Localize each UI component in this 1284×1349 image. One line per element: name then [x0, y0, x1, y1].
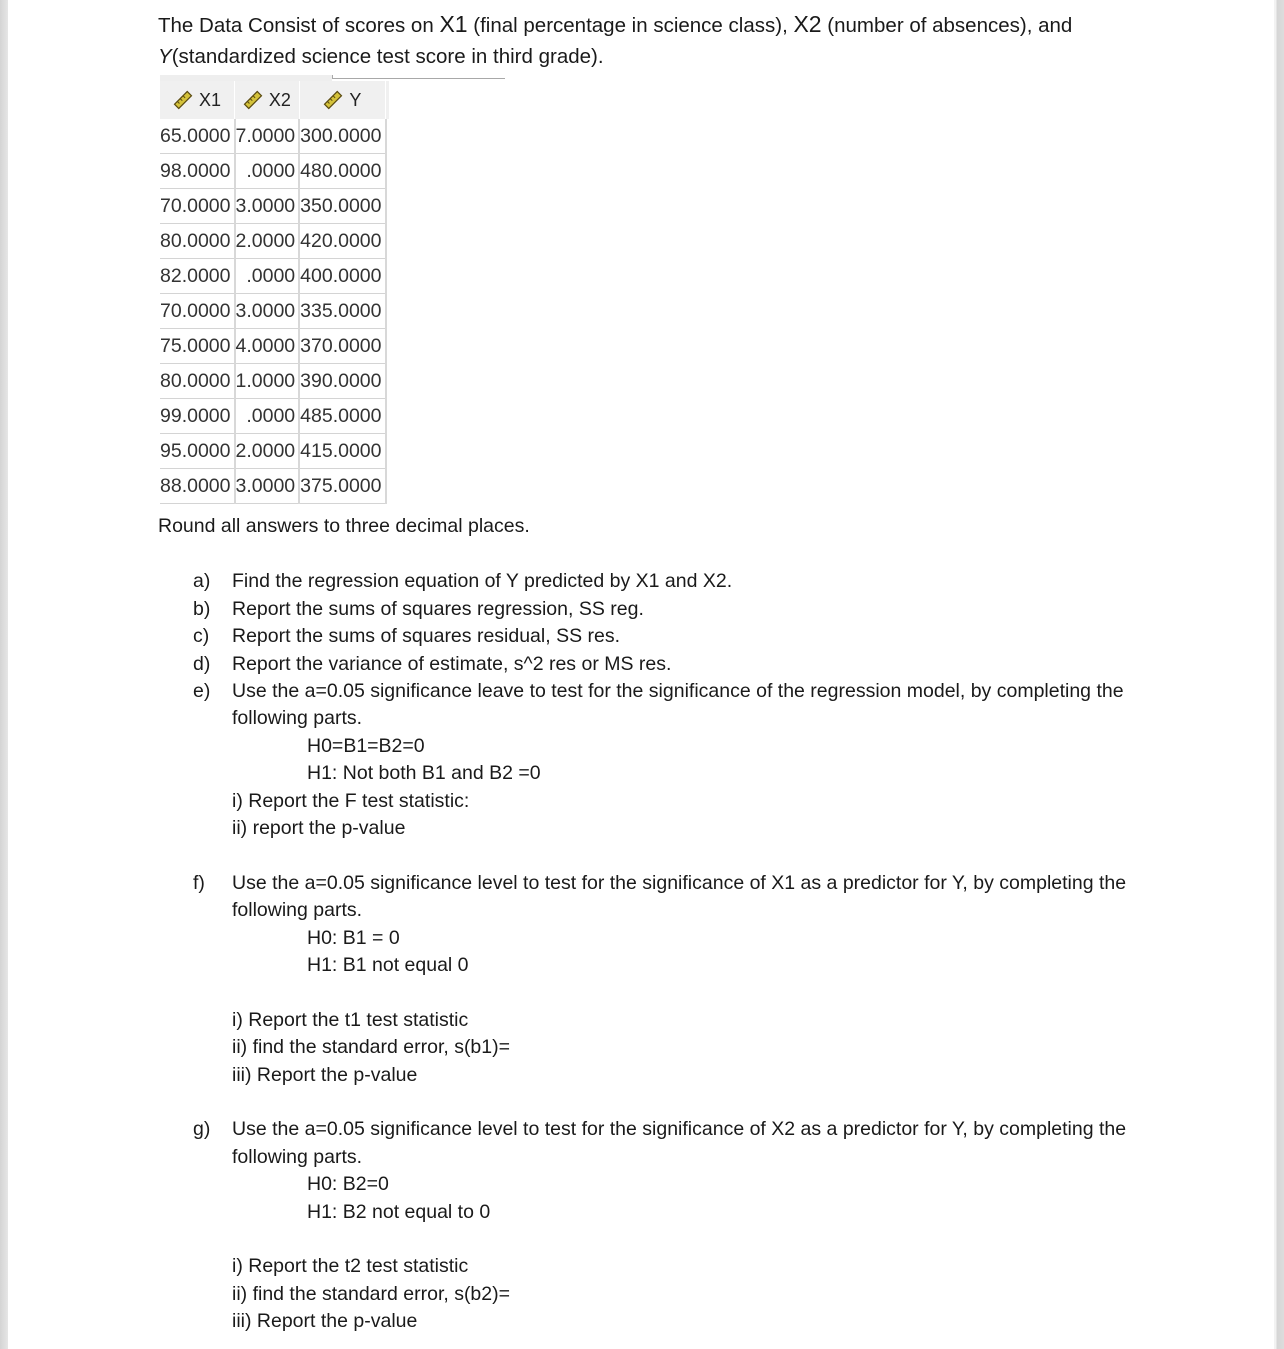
cell-x2[interactable]: 3.0000	[235, 294, 300, 329]
table-row	[160, 294, 390, 329]
table-row	[160, 119, 390, 154]
question-label: b)	[193, 598, 211, 620]
table-row	[160, 469, 390, 504]
subpart: i) Report the t1 test statistic	[232, 1009, 469, 1031]
cell-x1[interactable]: 99.0000	[160, 399, 235, 434]
cell-x2[interactable]: .0000	[235, 154, 300, 189]
cell-x1[interactable]: 88.0000	[160, 469, 235, 504]
table-row	[160, 399, 390, 434]
subpart: ii) report the p-value	[232, 817, 406, 839]
question-label: d)	[193, 653, 211, 675]
cell-empty	[386, 294, 390, 329]
cell-x2[interactable]: 7.0000	[235, 119, 300, 154]
question-text: Report the sums of squares regression, SS reg.	[232, 598, 644, 620]
table-row	[160, 329, 390, 364]
table-row	[160, 364, 390, 399]
question-text: Use the a=0.05 significance leave to test for the significance of the regression model, by completing the	[232, 680, 1124, 702]
column-label: X1	[198, 89, 222, 110]
intro-x1: X1	[439, 11, 468, 37]
column-header-empty	[386, 81, 390, 119]
cell-empty	[386, 259, 390, 294]
cell-x2[interactable]: .0000	[235, 399, 300, 434]
hypothesis-h0: H0: B1 = 0	[307, 927, 400, 949]
question-text: Use the a=0.05 significance level to test for the significance of X2 as a predictor for Y, by completing the	[232, 1118, 1127, 1140]
ruler-scale-icon	[243, 90, 263, 110]
table-row	[160, 434, 390, 469]
table-row	[160, 259, 390, 294]
cell-x1[interactable]: 70.0000	[160, 294, 235, 329]
cell-y[interactable]: 300.0000	[299, 119, 385, 154]
cell-y[interactable]: 480.0000	[299, 154, 385, 189]
question-label: c)	[193, 625, 210, 647]
table-row	[160, 189, 390, 224]
hypothesis-h0: H0: B2=0	[307, 1173, 389, 1195]
intro-text: The Data Consist of scores on	[158, 14, 440, 37]
table-header-row	[160, 81, 390, 119]
page-edge-left	[0, 0, 8, 1349]
cell-y[interactable]: 335.0000	[299, 294, 385, 329]
hypothesis-h1: H1: B2 not equal to 0	[307, 1201, 491, 1223]
question-text: Report the variance of estimate, s^2 res or MS res.	[232, 653, 672, 675]
cell-x1[interactable]: 80.0000	[160, 224, 235, 259]
cell-empty	[386, 329, 390, 364]
cell-empty	[386, 189, 390, 224]
intro-text: (standardized science test score in third grade).	[171, 45, 604, 68]
page-edge-right	[1274, 0, 1284, 1349]
question-text: following parts.	[232, 707, 363, 729]
cell-x2[interactable]: 1.0000	[235, 364, 300, 399]
subpart: i) Report the F test statistic:	[232, 790, 470, 812]
intro-y: Y	[158, 45, 172, 68]
question-text: Find the regression equation of Y predicted by X1 and X2.	[232, 570, 733, 592]
cell-x2[interactable]: 4.0000	[235, 329, 300, 364]
subpart: iii) Report the p-value	[232, 1064, 418, 1086]
cell-y[interactable]: 420.0000	[299, 224, 385, 259]
table-row	[160, 224, 390, 259]
cell-x1[interactable]: 95.0000	[160, 434, 235, 469]
cell-x1[interactable]: 75.0000	[160, 329, 235, 364]
cell-y[interactable]: 370.0000	[299, 329, 385, 364]
intro-x2: X2	[793, 11, 822, 37]
cell-empty	[386, 364, 390, 399]
subpart: ii) find the standard error, s(b1)=	[232, 1036, 511, 1058]
cell-empty	[386, 399, 390, 434]
hypothesis-h1: H1: Not both B1 and B2 =0	[307, 762, 541, 784]
column-header-x2[interactable]	[235, 81, 300, 119]
question-label: g)	[193, 1118, 211, 1140]
intro-paragraph	[158, 9, 1208, 72]
ruler-scale-icon	[173, 90, 193, 110]
subpart: iii) Report the p-value	[232, 1310, 418, 1332]
cell-x1[interactable]: 82.0000	[160, 259, 235, 294]
cell-x1[interactable]: 98.0000	[160, 154, 235, 189]
table-row	[160, 154, 390, 189]
cell-x2[interactable]: 2.0000	[235, 434, 300, 469]
cell-x2[interactable]: 3.0000	[235, 189, 300, 224]
data-table	[160, 81, 390, 504]
question-text: Report the sums of squares residual, SS res.	[232, 625, 621, 647]
column-header-y[interactable]	[299, 81, 385, 119]
cell-x1[interactable]: 80.0000	[160, 364, 235, 399]
cell-x1[interactable]: 65.0000	[160, 119, 235, 154]
cell-empty	[386, 469, 390, 504]
question-text: following parts.	[232, 899, 363, 921]
question-label: e)	[193, 680, 211, 702]
cell-x2[interactable]: 2.0000	[235, 224, 300, 259]
cell-x2[interactable]: 3.0000	[235, 469, 300, 504]
cell-empty	[386, 119, 390, 154]
cell-y[interactable]: 375.0000	[299, 469, 385, 504]
column-header-x1[interactable]	[160, 81, 235, 119]
cell-empty	[386, 434, 390, 469]
question-label: f)	[193, 872, 205, 894]
ruler-scale-icon	[323, 90, 343, 110]
intro-text: (number of absences), and	[821, 14, 1073, 37]
cell-y[interactable]: 350.0000	[299, 189, 385, 224]
cell-empty	[386, 224, 390, 259]
cell-y[interactable]: 415.0000	[299, 434, 385, 469]
cell-y[interactable]: 400.0000	[299, 259, 385, 294]
subpart: i) Report the t2 test statistic	[232, 1255, 469, 1277]
hypothesis-h0: H0=B1=B2=0	[307, 735, 425, 757]
subpart: ii) find the standard error, s(b2)=	[232, 1283, 511, 1305]
hypothesis-h1: H1: B1 not equal 0	[307, 954, 469, 976]
question-label: a)	[193, 570, 211, 592]
column-label: X2	[268, 89, 291, 110]
intro-text: (final percentage in science class),	[467, 14, 794, 37]
rounding-instruction: Round all answers to three decimal places.	[158, 515, 530, 537]
table-top-line	[332, 75, 505, 79]
cell-x1[interactable]: 70.0000	[160, 189, 235, 224]
cell-x2[interactable]: .0000	[235, 259, 300, 294]
cell-y[interactable]: 390.0000	[299, 364, 385, 399]
column-label: Y	[349, 89, 362, 110]
question-text: following parts.	[232, 1146, 363, 1168]
question-text: Use the a=0.05 significance level to test for the significance of X1 as a predictor for Y, by completing the	[232, 872, 1127, 894]
cell-y[interactable]: 485.0000	[299, 399, 385, 434]
cell-empty	[386, 154, 390, 189]
